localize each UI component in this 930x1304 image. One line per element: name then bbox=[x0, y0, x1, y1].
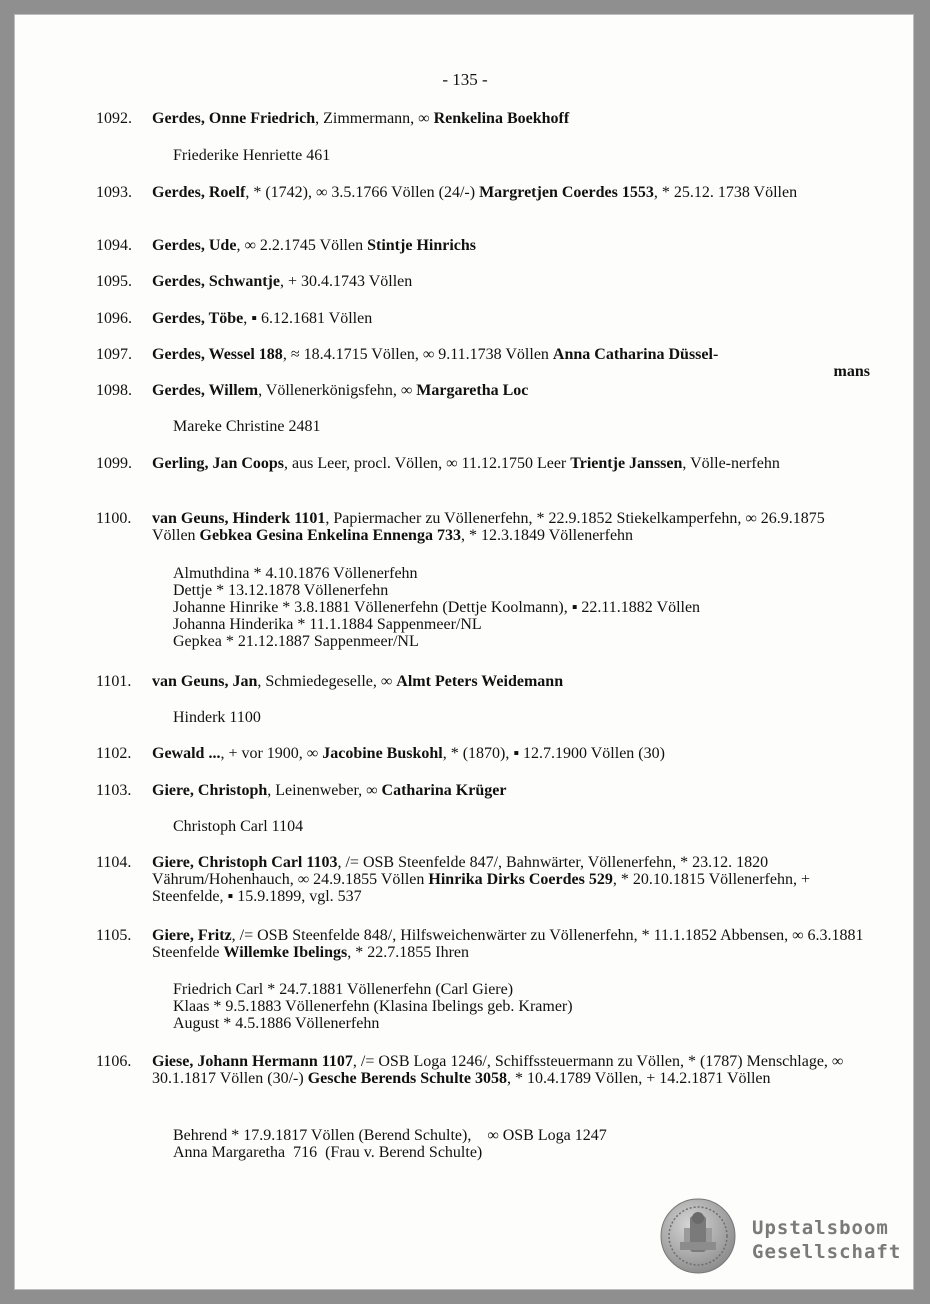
entry-number: 1105. bbox=[96, 927, 132, 944]
entry-details: , Zimmermann, ∞ bbox=[315, 110, 434, 127]
entry-1095 bbox=[96, 273, 866, 290]
child: Friederike Henriette 461 bbox=[173, 147, 331, 164]
entry-name: Gerdes, Willem bbox=[152, 382, 259, 399]
entry-number: 1094. bbox=[96, 237, 132, 254]
entry-number: 1100. bbox=[96, 510, 132, 527]
entry-number: 1099. bbox=[96, 455, 132, 472]
child: Behrend * 17.9.1817 Völlen (Berend Schulte), ∞ OSB Loga 1247 bbox=[173, 1127, 607, 1144]
child: Almuthdina * 4.10.1876 Völlenerfehn bbox=[173, 565, 418, 582]
entry-tail: , * (1870), ▪ 12.7.1900 Völlen (30) bbox=[442, 745, 665, 762]
entry-name: Giere, Christoph Carl 1103 bbox=[152, 854, 338, 871]
spouse-name: Gesche Berends Schulte 3058 bbox=[307, 1070, 507, 1087]
children-1106 bbox=[173, 1127, 873, 1161]
entry-number: 1102. bbox=[96, 745, 132, 762]
spouse-name: Trientje Janssen bbox=[570, 455, 683, 472]
entry-1099 bbox=[96, 455, 866, 472]
entry-1106 bbox=[96, 1053, 866, 1087]
spouse-name: Stintje Hinrichs bbox=[367, 237, 476, 254]
entry-name: Gerdes, Roelf bbox=[152, 184, 246, 201]
spouse-name: Gebkea Gesina Enkelina Ennenga 733 bbox=[199, 527, 461, 544]
entry-number: 1104. bbox=[96, 854, 132, 871]
entry-details: , Papiermacher zu Völlenerfehn, * 22.9.1852 Stiekelkamperfehn, ∞ 26.9.1875 Völlen bbox=[152, 510, 825, 544]
entry-tail: , * 20.10.1815 Völlenerfehn, + Steenfelde, ▪ 15.9.1899, vgl. 537 bbox=[152, 871, 810, 905]
entry-name: Gerdes, Wessel 188 bbox=[152, 346, 283, 363]
entry-number: 1093. bbox=[96, 184, 132, 201]
child: Johanne Hinrike * 3.8.1881 Völlenerfehn (Dettje Koolmann), ▪ 22.11.1882 Völlen bbox=[173, 599, 701, 616]
entry-1097 bbox=[96, 346, 870, 380]
logo-line-1: Upstalsboom bbox=[752, 1217, 889, 1239]
entry-details: , Schmiedegeselle, ∞ bbox=[257, 673, 397, 690]
entry-details: , Leinenweber, ∞ bbox=[267, 782, 382, 799]
child: Friedrich Carl * 24.7.1881 Völlenerfehn (Carl Giere) bbox=[173, 981, 514, 998]
child: Dettje * 13.12.1878 Völlenerfehn bbox=[173, 582, 389, 599]
child: Hinderk 1100 bbox=[173, 709, 261, 726]
entry-1102 bbox=[96, 745, 866, 762]
spouse-name: Margretjen Coerdes 1553 bbox=[479, 184, 654, 201]
entry-details: , aus Leer, procl. Völlen, ∞ 11.12.1750 Leer bbox=[284, 455, 571, 472]
entry-number: 1097. bbox=[96, 346, 132, 363]
child: Johanna Hinderika * 11.1.1884 Sappenmeer/NL bbox=[173, 616, 482, 633]
entry-details: , ∞ 2.2.1745 Völlen bbox=[236, 237, 368, 254]
entry-details: , /= OSB Steenfelde 848/, Hilfsweichenwärter zu Völlenerfehn, * 11.1.1852 Abbensen, ∞ 6.3.1881 Steenfelde bbox=[152, 927, 864, 961]
entry-name: Gerling, Jan Coops bbox=[152, 455, 285, 472]
logo-line-2: Gesellschaft bbox=[752, 1241, 902, 1263]
logo-text bbox=[752, 1216, 901, 1264]
entry-name: van Geuns, Hinderk 1101 bbox=[152, 510, 326, 527]
entry-tail: , * 10.4.1789 Völlen, + 14.2.1871 Völlen bbox=[506, 1070, 771, 1087]
entry-name: Giere, Christoph bbox=[152, 782, 268, 799]
entry-1093 bbox=[96, 184, 866, 201]
entry-1096 bbox=[96, 310, 866, 327]
entry-1105 bbox=[96, 927, 866, 961]
entry-1100 bbox=[96, 510, 866, 544]
entry-number: 1101. bbox=[96, 673, 132, 690]
spouse-name: Catharina Krüger bbox=[381, 782, 507, 799]
entry-name: Gerdes, Ude bbox=[152, 237, 237, 254]
child: Christoph Carl 1104 bbox=[173, 818, 304, 835]
entry-name: Gewald ... bbox=[152, 745, 221, 762]
entry-1103 bbox=[96, 782, 866, 799]
entry-1101 bbox=[96, 673, 866, 690]
entry-tail: , * 12.3.1849 Völlenerfehn bbox=[460, 527, 634, 544]
entry-name: Giere, Fritz bbox=[152, 927, 232, 944]
entry-name: Giese, Johann Hermann 1107 bbox=[152, 1053, 353, 1070]
children-1100 bbox=[173, 565, 873, 650]
spouse-name: Renkelina Boekhoff bbox=[433, 110, 570, 127]
children-1092 bbox=[173, 147, 873, 164]
entry-tail: , * 25.12. 1738 Völlen bbox=[653, 184, 798, 201]
entry-1092 bbox=[96, 110, 866, 127]
spouse-name: Almt Peters Weidemann bbox=[396, 673, 564, 690]
entry-name: van Geuns, Jan bbox=[152, 673, 258, 690]
child: Anna Margaretha 716 (Frau v. Berend Schulte) bbox=[173, 1144, 483, 1161]
entry-1098 bbox=[96, 382, 866, 399]
children-1103 bbox=[173, 818, 873, 835]
child: Mareke Christine 2481 bbox=[173, 418, 321, 435]
entry-details: , ▪ 6.12.1681 Völlen bbox=[243, 310, 373, 327]
entry-details: , * (1742), ∞ 3.5.1766 Völlen (24/-) bbox=[245, 184, 480, 201]
entry-name: Gerdes, Töbe bbox=[152, 310, 244, 327]
entry-number: 1095. bbox=[96, 273, 132, 290]
page-frame bbox=[14, 14, 914, 1290]
page-number: - 135 - bbox=[442, 70, 488, 89]
entry-name: Gerdes, Onne Friedrich bbox=[152, 110, 316, 127]
entry-details: , /= OSB Loga 1246/, Schiffssteuermann zu Völlen, * (1787) Menschlage, ∞ 30.1.1817 Völlen (30/-) bbox=[152, 1053, 844, 1087]
children-1098 bbox=[173, 418, 873, 435]
entry-number: 1098. bbox=[96, 382, 132, 399]
entry-number: 1106. bbox=[96, 1053, 132, 1070]
spouse-name: Jacobine Buskohl bbox=[322, 745, 443, 762]
children-1105 bbox=[173, 981, 873, 1032]
child: Gepkea * 21.12.1887 Sappenmeer/NL bbox=[173, 633, 419, 650]
entry-details: , + vor 1900, ∞ bbox=[220, 745, 323, 762]
spouse-name: Hinrika Dirks Coerdes 529 bbox=[428, 871, 613, 888]
entry-details: , Völlenerkönigsfehn, ∞ bbox=[258, 382, 417, 399]
spouse-name: Anna Catharina Düssel- bbox=[552, 346, 719, 363]
entry-tail: , Völle-nerfehn bbox=[682, 455, 780, 472]
entry-number: 1092. bbox=[96, 110, 132, 127]
seal-icon bbox=[660, 1198, 736, 1274]
children-1101 bbox=[173, 709, 873, 726]
entry-details: , /= OSB Steenfelde 847/, Bahnwärter, Völlenerfehn, * 23.12. 1820 Vährum/Hohenhauch, ∞ 24.9.1855 Völlen bbox=[152, 854, 769, 888]
entry-1104 bbox=[96, 854, 866, 905]
spouse-name: Willemke Ibelings bbox=[223, 944, 348, 961]
entry-1094 bbox=[96, 237, 866, 254]
child: August * 4.5.1886 Völlenerfehn bbox=[173, 1015, 380, 1032]
entry-number: 1103. bbox=[96, 782, 132, 799]
spouse-name-continued: mans bbox=[833, 363, 870, 380]
entry-details: , + 30.4.1743 Völlen bbox=[279, 273, 413, 290]
entry-tail: , * 22.7.1855 Ihren bbox=[347, 944, 470, 961]
spouse-name: Margaretha Loc bbox=[416, 382, 529, 399]
entry-name: Gerdes, Schwantje bbox=[152, 273, 280, 290]
society-logo bbox=[660, 1198, 736, 1274]
entry-details: , ≈ 18.4.1715 Völlen, ∞ 9.11.1738 Völlen bbox=[282, 346, 553, 363]
child: Klaas * 9.5.1883 Völlenerfehn (Klasina Ibelings geb. Kramer) bbox=[173, 998, 573, 1015]
entry-number: 1096. bbox=[96, 310, 132, 327]
